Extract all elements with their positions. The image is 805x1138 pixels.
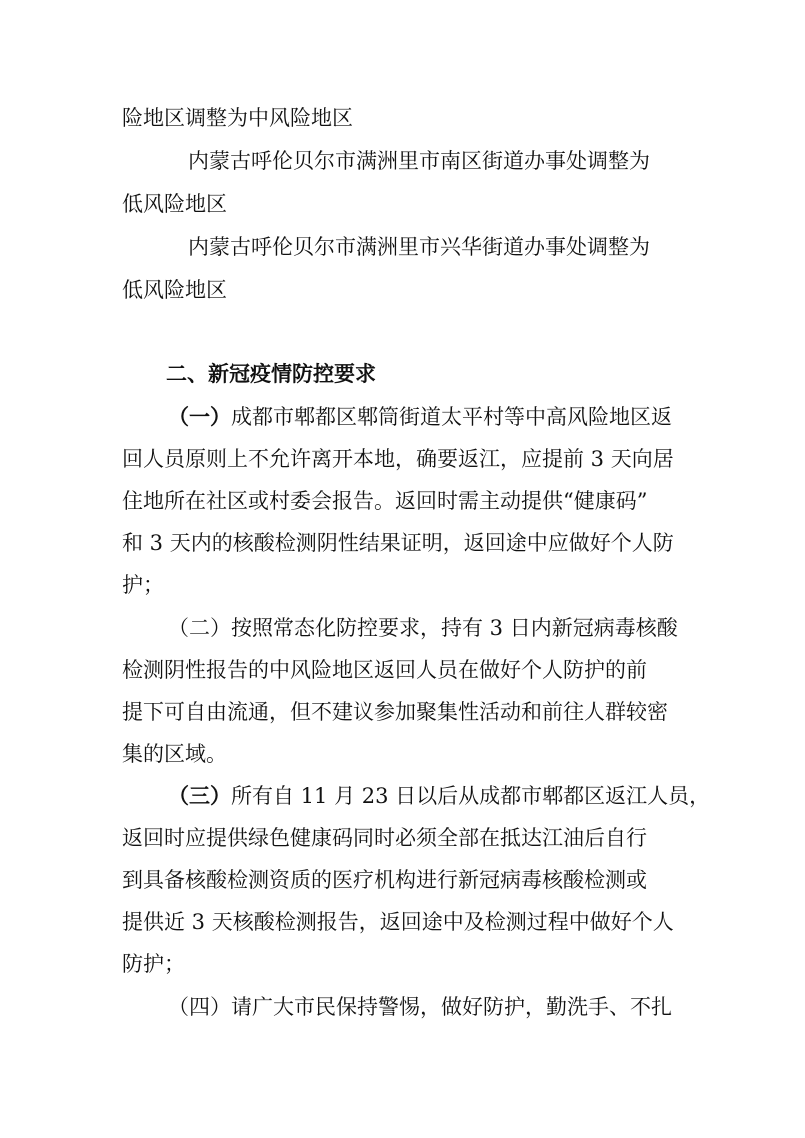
paragraph-first-line (168, 781, 710, 811)
text-line: 所有自 11 月 23 日以后从成都市郫都区返江人员， (231, 784, 711, 808)
text-line: 集的区域。 (122, 742, 227, 766)
text-line: 险地区调整为中风险地区 (122, 106, 353, 130)
text-line: 提供近 3 天核酸检测报告，返回途中及检测过程中做好个人 (122, 910, 674, 934)
text-line: 请广大市民保持警惕，做好防护，勤洗手、不扎 (231, 995, 672, 1019)
text-line: 低风险地区 (122, 278, 227, 302)
text-line: 成都市郫都区郫筒街道太平村等中高风险地区返 (231, 405, 672, 429)
section-heading: 二、新冠疫情防控要求 (166, 362, 376, 386)
paragraph-first-line (168, 402, 672, 432)
item-mark: （一） (168, 404, 231, 429)
text-line: 护； (122, 573, 164, 597)
text-line: 到具备核酸检测资质的医疗机构进行新冠病毒核酸检测或 (122, 868, 647, 892)
paragraph-first-line (168, 613, 678, 643)
text-line: 和 3 天内的核酸检测阴性结果证明，返回途中应做好个人防 (122, 531, 674, 555)
text-line: 低风险地区 (122, 192, 227, 216)
paragraph-first-line (168, 992, 672, 1022)
text-line: 检测阴性报告的中风险地区返回人员在做好个人防护的前 (122, 658, 647, 682)
item-mark: （四） (168, 995, 231, 1019)
text-line: 防护； (122, 952, 185, 976)
item-mark: （三） (168, 783, 231, 808)
text-line: 提下可自由流通，但不建议参加聚集性活动和前往人群较密 (122, 700, 668, 724)
text-line: 内蒙古呼伦贝尔市满洲里市南区街道办事处调整为 (188, 149, 650, 173)
text-line: 返回时应提供绿色健康码同时必须全部在抵达江油后自行 (122, 826, 647, 850)
text-line: 内蒙古呼伦贝尔市满洲里市兴华街道办事处调整为 (188, 235, 650, 259)
text-line: 住地所在社区或村委会报告。返回时需主动提供“健康码” (122, 489, 648, 513)
item-mark: （二） (168, 616, 231, 640)
text-line: 回人员原则上不允许离开本地，确要返江，应提前 3 天向居 (122, 447, 674, 471)
text-line: 按照常态化防控要求，持有 3 日内新冠病毒核酸 (231, 616, 678, 640)
